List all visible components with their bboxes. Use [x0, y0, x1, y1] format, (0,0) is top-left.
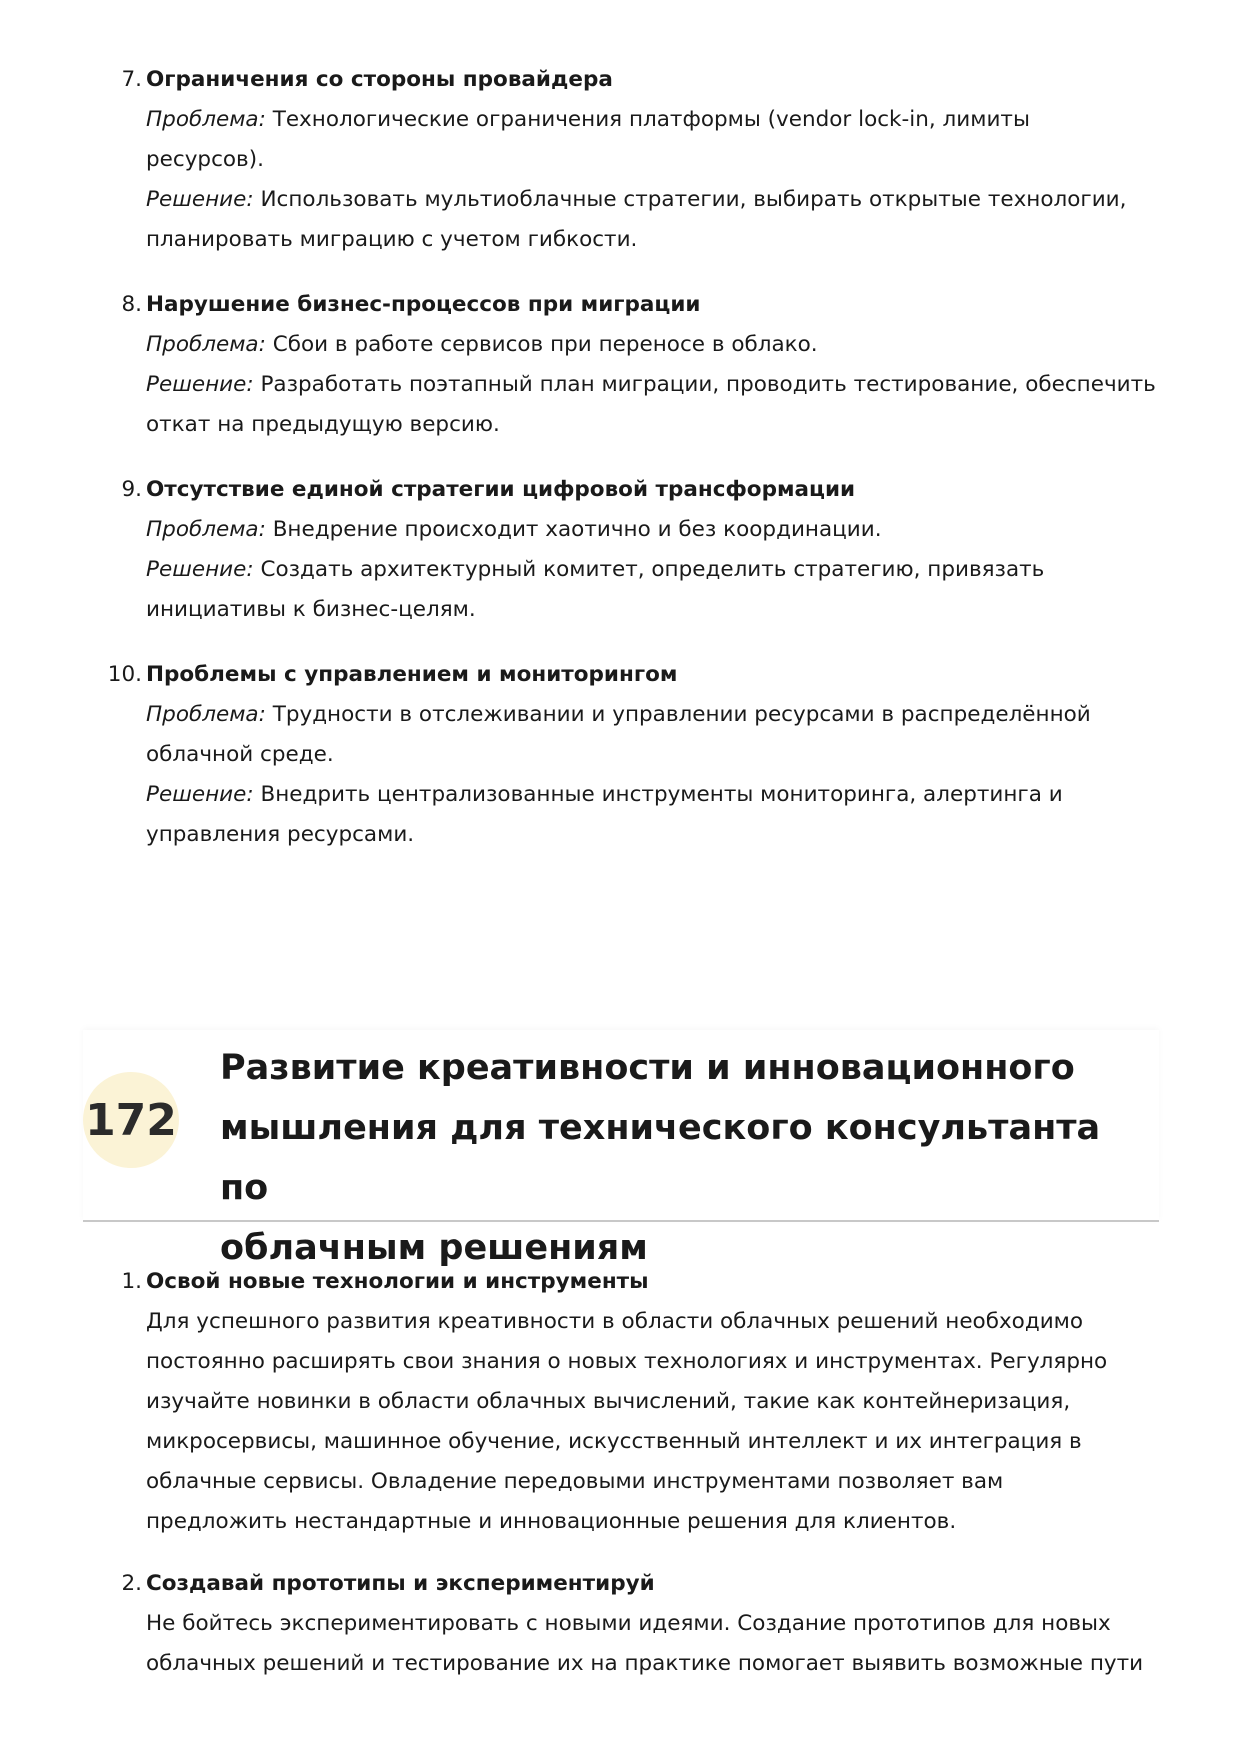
item-number: 2.: [121, 1571, 142, 1596]
solution-line: [146, 365, 1239, 405]
solution-text: Внедрить централизованные инструменты мониторинга, алертинга и: [260, 782, 1063, 807]
body-line: облачные сервисы. Овладение передовыми инструментами позволяет вам: [146, 1469, 1004, 1494]
list-item: [0, 60, 1239, 260]
list-item: [0, 285, 1239, 445]
solution-text: Создать архитектурный комитет, определить стратегию, привязать: [260, 557, 1045, 582]
solution-text: Разработать поэтапный план миграции, проводить тестирование, обеспечить: [260, 372, 1156, 397]
body-line: облачных решений и тестирование их на практике помогает выявить возможные пути: [146, 1651, 1144, 1676]
problem-line: [146, 100, 1239, 140]
body-line: предложить нестандартные и инновационные решения для клиентов.: [146, 1509, 957, 1534]
section-title-line: Развитие креативности и инновационного: [220, 1048, 1075, 1088]
body-line: изучайте новинки в области облачных вычислений, такие как контейнеризация,: [146, 1389, 1071, 1414]
list-item: [0, 655, 1239, 855]
item-title: Отсутствие единой стратегии цифровой трансформации: [146, 477, 856, 502]
problem-label: Проблема:: [146, 107, 266, 132]
section-title-line: облачным решениям: [220, 1228, 648, 1268]
solution-line: [146, 180, 1239, 220]
problem-text: Сбои в работе сервисов при переносе в облако.: [272, 332, 818, 357]
item-title: Проблемы с управлением и мониторингом: [146, 662, 678, 687]
problem-line: ресурсов).: [146, 147, 264, 172]
section-title-line: мышления для технического консультанта по: [220, 1108, 1101, 1208]
tips-list: [0, 1262, 1239, 1706]
solution-line: [146, 550, 1239, 590]
item-title: Освой новые технологии и инструменты: [146, 1269, 649, 1294]
problem-text: Внедрение происходит хаотично и без координации.: [272, 517, 882, 542]
item-number: 7.: [121, 67, 142, 92]
item-number: 8.: [121, 292, 142, 317]
list-item: [0, 1564, 1239, 1684]
list-item: [0, 1262, 1239, 1542]
solution-label: Решение:: [146, 782, 254, 807]
body-line: постоянно расширять свои знания о новых технологиях и инструментах. Регулярно: [146, 1349, 1108, 1374]
item-number: 10.: [107, 662, 142, 687]
item-title: Создавай прототипы и экспериментируй: [146, 1571, 655, 1596]
solution-label: Решение:: [146, 372, 254, 397]
solution-text: Использовать мультиоблачные стратегии, выбирать открытые технологии,: [260, 187, 1127, 212]
problem-label: Проблема:: [146, 702, 266, 727]
solution-line: инициативы к бизнес-целям.: [146, 597, 476, 622]
problem-line: [146, 325, 1239, 365]
section-header: [83, 1030, 1159, 1268]
problem-line: [146, 695, 1239, 735]
body-line: микросервисы, машинное обучение, искусственный интеллект и их интеграция в: [146, 1429, 1082, 1454]
body-line: Для успешного развития креативности в области облачных решений необходимо: [146, 1309, 1084, 1334]
item-title: Ограничения со стороны провайдера: [146, 67, 613, 92]
solution-label: Решение:: [146, 557, 254, 582]
solution-label: Решение:: [146, 187, 254, 212]
problem-text: Трудности в отслеживании и управлении ресурсами в распределённой: [272, 702, 1091, 727]
problem-line: [146, 510, 1239, 550]
item-number: 1.: [121, 1269, 142, 1294]
problem-label: Проблема:: [146, 517, 266, 542]
section-number-badge: 172: [83, 1072, 179, 1168]
solution-line: управления ресурсами.: [146, 822, 415, 847]
problem-text: Технологические ограничения платформы (vendor lock-in, лимиты: [272, 107, 1030, 132]
solution-line: откат на предыдущую версию.: [146, 412, 500, 437]
solution-line: планировать миграцию с учетом гибкости.: [146, 227, 638, 252]
body-line: Не бойтесь экспериментировать с новыми идеями. Создание прототипов для новых: [146, 1611, 1111, 1636]
list-item: [0, 470, 1239, 630]
problem-label: Проблема:: [146, 332, 266, 357]
section-title: [220, 1038, 1120, 1278]
item-number: 9.: [121, 477, 142, 502]
problem-line: облачной среде.: [146, 742, 334, 767]
solution-line: [146, 775, 1239, 815]
item-title: Нарушение бизнес-процессов при миграции: [146, 292, 701, 317]
problems-list: [0, 60, 1239, 880]
